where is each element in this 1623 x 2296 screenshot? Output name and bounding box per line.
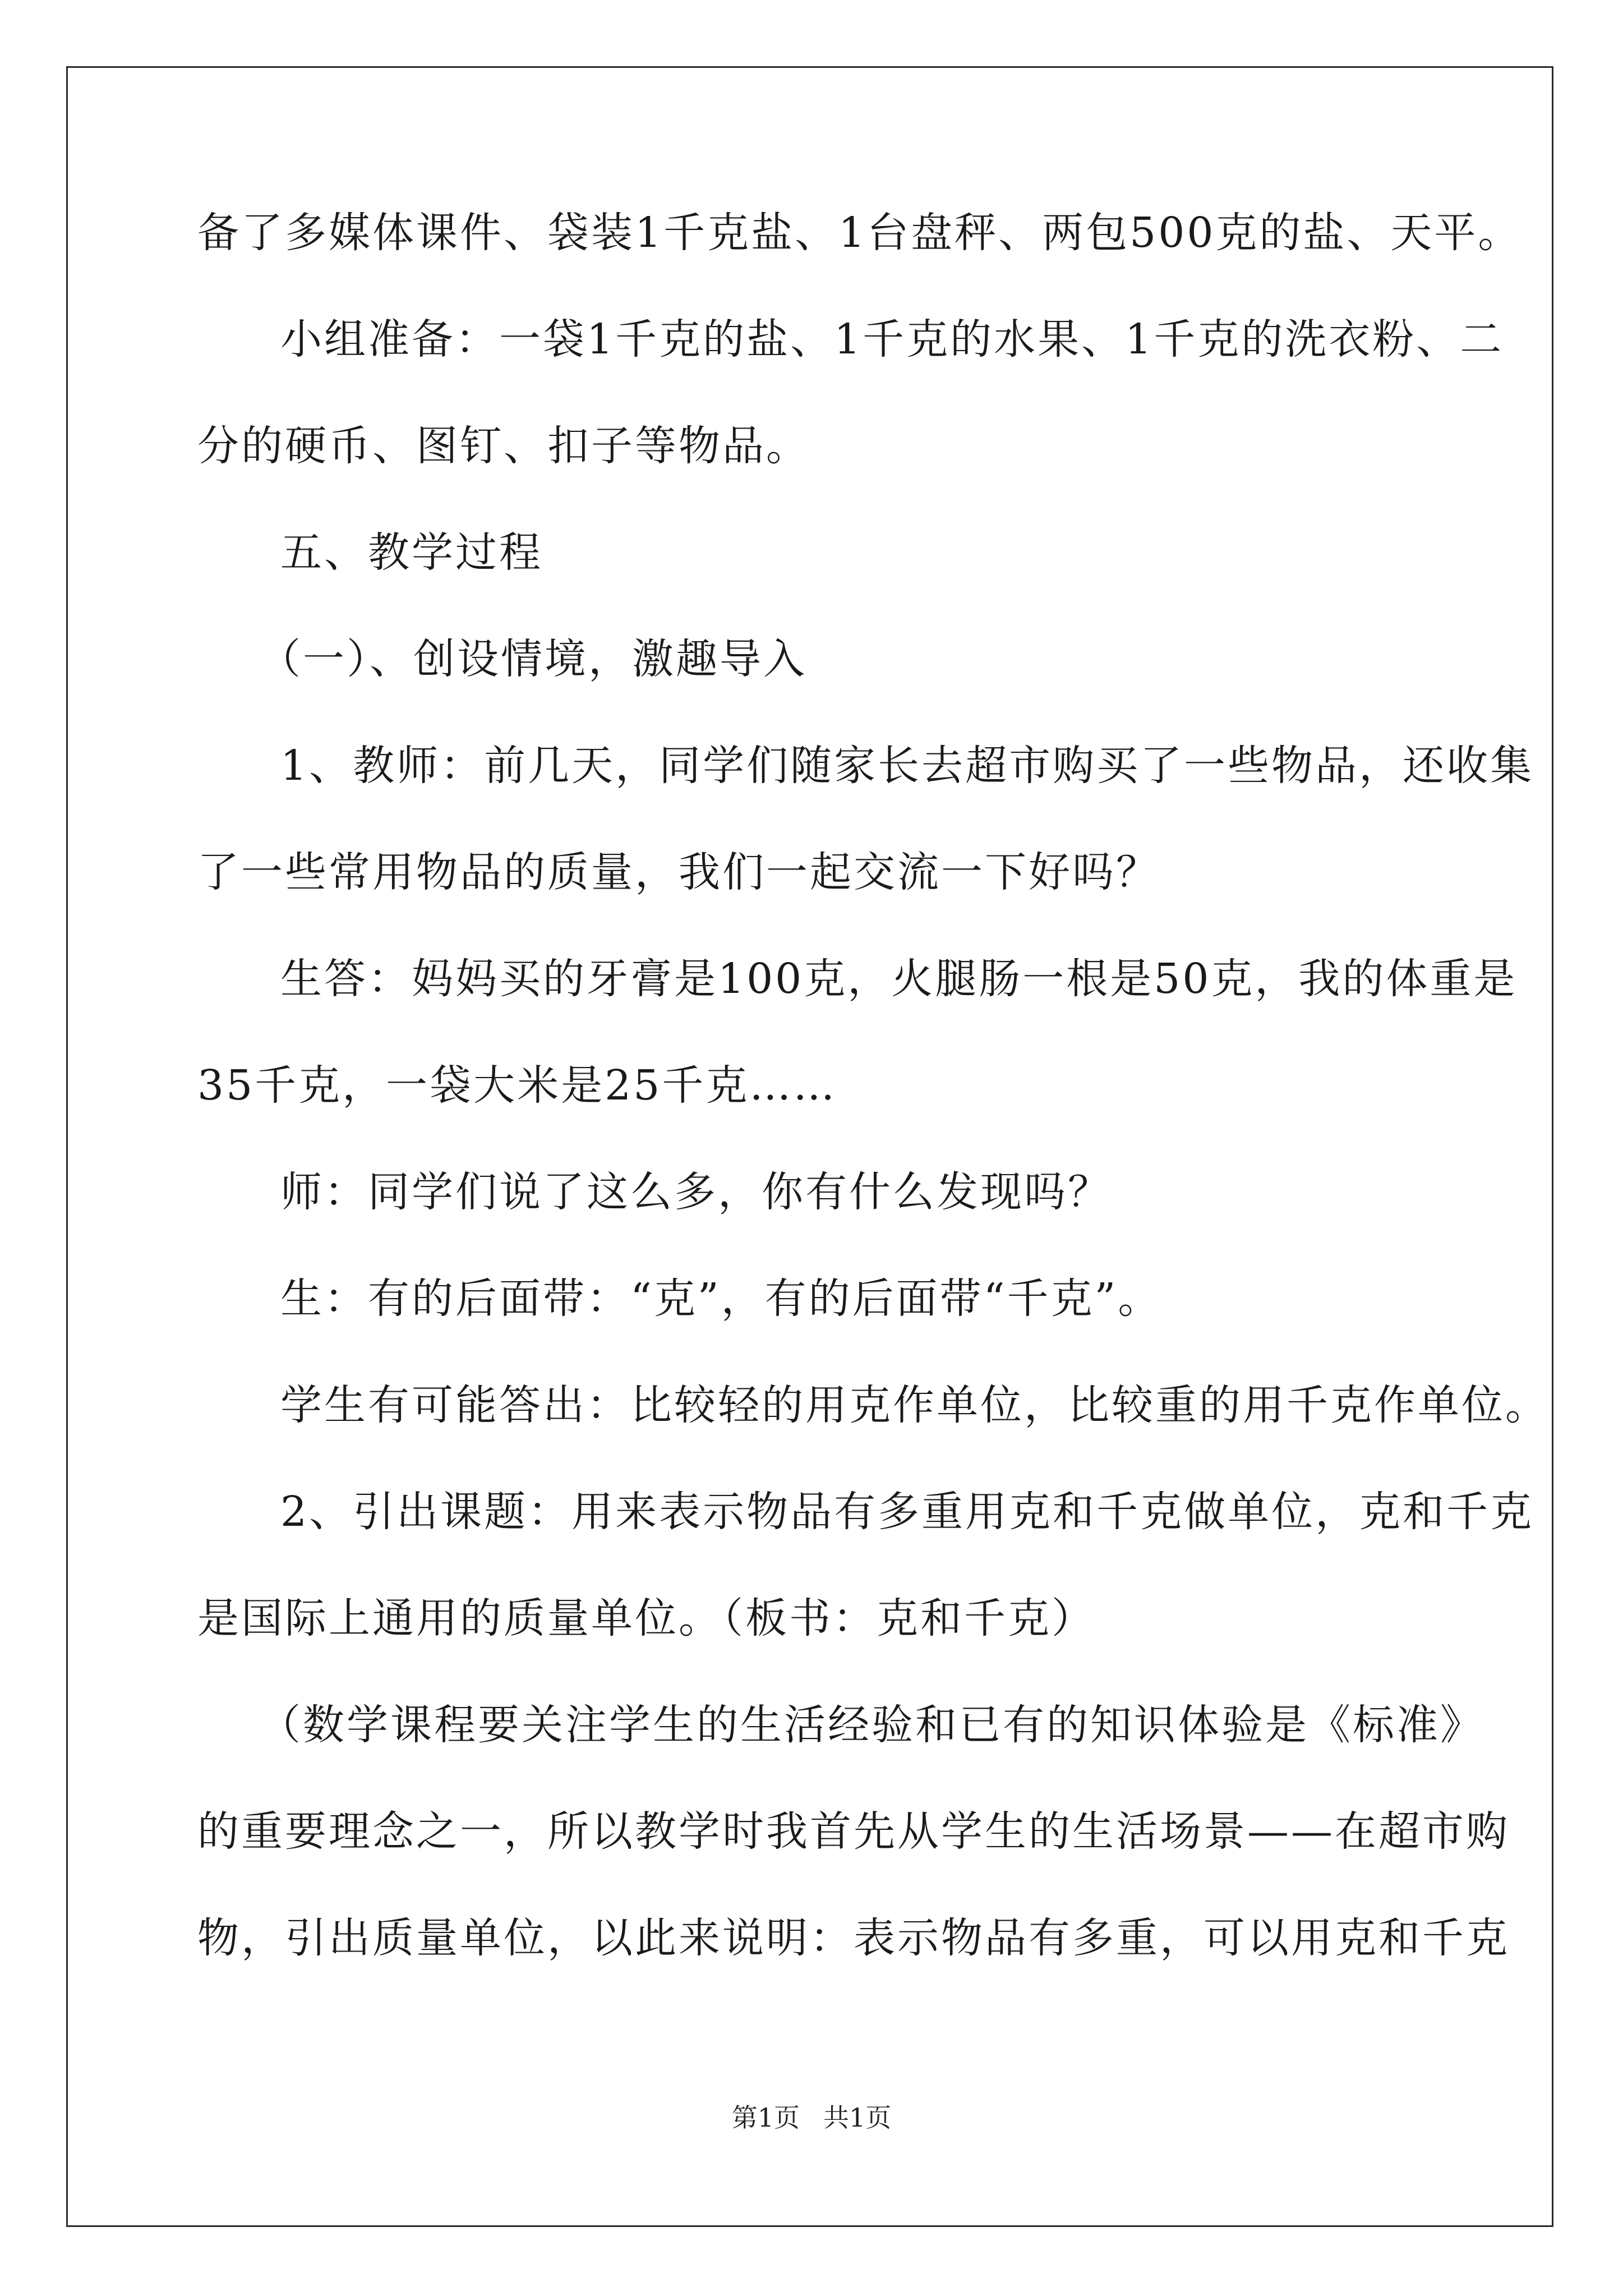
text-line-14: 是国际上通用的质量单位。（板书：克和千克） bbox=[197, 1594, 1095, 1642]
text-line-17: 物，引出质量单位，以此来说明：表示物品有多重，可以用克和千克 bbox=[197, 1914, 1510, 1962]
text-line-11: 生：有的后面带：“克”，有的后面带“千克”。 bbox=[280, 1274, 1162, 1323]
text-line-8: 生答：妈妈买的牙膏是100克，火腿肠一根是50克，我的体重是 bbox=[280, 955, 1518, 1003]
text-line-7: 了一些常用物品的质量，我们一起交流一下好吗？ bbox=[197, 848, 1160, 896]
text-line-9: 35千克，一袋大米是25千克…… bbox=[197, 1061, 837, 1110]
page-footer bbox=[0, 2101, 1623, 2134]
subsection-heading: （一）、创设情境，激趣导入 bbox=[259, 635, 807, 683]
text-line-10: 师：同学们说了这么多，你有什么发现吗？ bbox=[280, 1168, 1112, 1216]
text-line-15: （数学课程要关注学生的生活经验和已有的知识体验是《标准》 bbox=[259, 1701, 1484, 1749]
text-line-13: 2、引出课题：用来表示物品有多重用克和千克做单位，克和千克 bbox=[280, 1488, 1534, 1536]
section-heading: 五、教学过程 bbox=[280, 528, 543, 577]
page-border bbox=[66, 66, 1553, 2227]
page-number-total: 共1页 bbox=[823, 2102, 892, 2133]
text-line-16: 的重要理念之一，所以教学时我首先从学生的生活场景——在超市购 bbox=[197, 1807, 1510, 1856]
page-number-current: 第1页 bbox=[731, 2102, 800, 2133]
text-line-2: 小组准备：一袋1千克的盐、1千克的水果、1千克的洗衣粉、二 bbox=[280, 315, 1504, 364]
text-line-6: 1、教师：前几天，同学们随家长去超市购买了一些物品，还收集 bbox=[280, 742, 1534, 790]
text-line-3: 分的硬币、图钉、扣子等物品。 bbox=[197, 422, 810, 470]
text-line-1: 备了多媒体课件、袋装1千克盐、1台盘秤、两包500克的盐、天平。 bbox=[197, 209, 1522, 257]
text-line-12: 学生有可能答出：比较轻的用克作单位，比较重的用千克作单位。 bbox=[280, 1381, 1549, 1429]
